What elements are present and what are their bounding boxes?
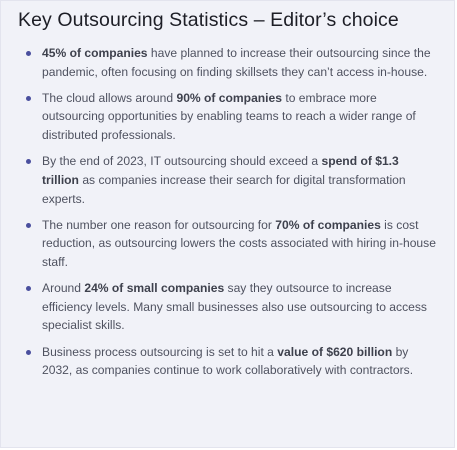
highlighted-statistic: 70% of companies [275, 217, 381, 232]
highlighted-statistic: 90% of companies [176, 90, 282, 105]
statistic-text: Business process outsourcing is set to hit a [42, 344, 278, 359]
statistic-text: Around [42, 281, 85, 296]
statistic-text: as companies increase their search for digital transformation experts. [42, 172, 406, 206]
highlighted-statistic: 45% of companies [42, 46, 148, 60]
statistic-item [26, 152, 439, 208]
statistic-text: say they outsource to increase efficiency levels. Many small businesses also use outsourcing to access specialist skills. [42, 281, 427, 333]
statistic-text: The cloud allows around [42, 90, 177, 105]
statistic-item [26, 44, 439, 81]
statistic-item [26, 216, 439, 272]
statistic-text: by 2032, as companies continue to work collaboratively with contractors. [42, 344, 414, 378]
highlighted-statistic: 24% of small companies [84, 281, 225, 296]
highlighted-statistic: spend of $1.3 trillion [42, 154, 399, 187]
statistic-text: is cost reduction, as outsourcing lowers the costs associated with hiring in-house staff. [42, 217, 436, 269]
bullet-dot [26, 286, 31, 291]
statistic-text: have planned to increase their outsourcing since the pandemic, often focusing on finding skillsets they can’t access in-house. [42, 46, 431, 79]
statistic-text: By the end of 2023, IT outsourcing should exceed a [42, 154, 322, 169]
bullet-dot [26, 159, 31, 164]
bullet-dot [26, 51, 31, 56]
statistics-list [26, 44, 439, 388]
statistic-item [26, 343, 439, 380]
statistic-item [26, 89, 439, 145]
highlighted-statistic: value of $620 billion [277, 344, 393, 359]
section-heading: Key Outsourcing Statistics – Editor’s choice [18, 9, 399, 31]
bullet-dot [26, 350, 31, 355]
statistic-item [26, 279, 439, 335]
bullet-dot [26, 223, 31, 228]
bullet-dot [26, 96, 31, 101]
statistic-text: to embrace more outsourcing opportunities by enabling teams to reach a wider range of distributed professionals. [42, 90, 416, 143]
statistic-text: The number one reason for outsourcing for [42, 217, 276, 232]
